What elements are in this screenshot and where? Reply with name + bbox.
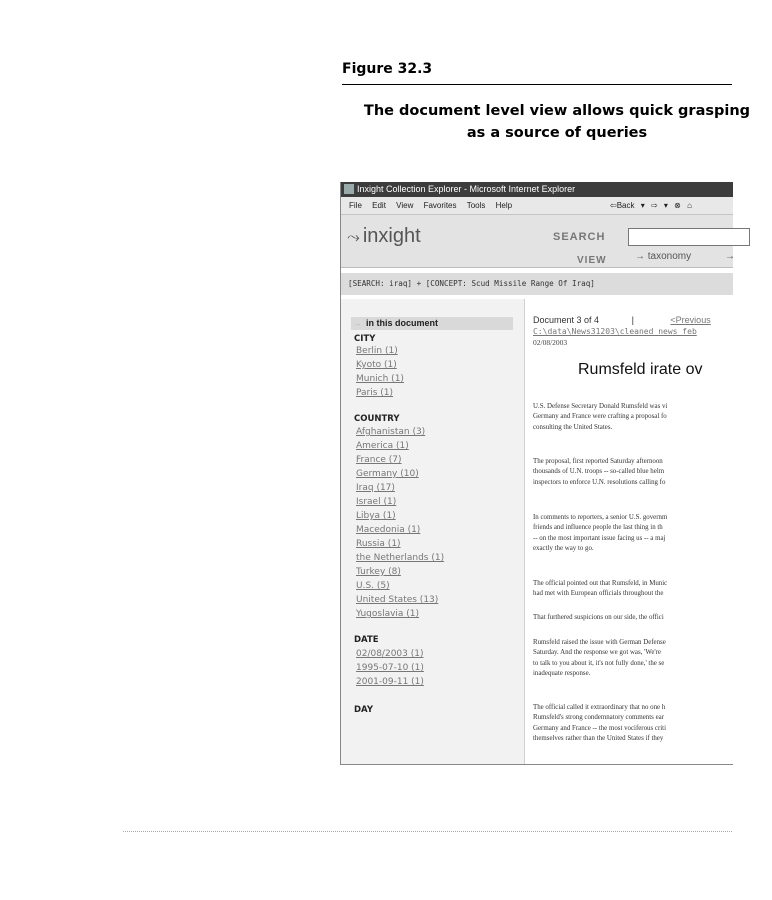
forward-dropdown-icon[interactable]: ▾: [663, 201, 668, 210]
paragraph-line: Rumsfeld's strong condemnatory comments ear: [533, 714, 664, 722]
sidebar-item-berlin[interactable]: Berlin (1): [356, 346, 398, 356]
paragraph-line: to talk to you about it, it's not fully done,' the se: [533, 659, 665, 667]
paragraph: [533, 638, 753, 679]
paragraph: [533, 613, 753, 623]
paragraph-line: The official called it extraordinary that no one h: [533, 704, 666, 711]
stop-icon[interactable]: ⊗: [674, 201, 681, 210]
sidebar-item-germany[interactable]: Germany (10): [356, 469, 419, 479]
caption-line-2: as a source of queries: [466, 125, 648, 141]
paragraph-line: In comments to reporters, a senior U.S. governm: [533, 514, 668, 521]
nav-separator: |: [631, 315, 634, 325]
document-title: Rumsfeld irate ov: [578, 361, 703, 378]
sidebar-item-america[interactable]: America (1): [356, 441, 409, 451]
sidebar-header-label: in this document: [366, 318, 438, 328]
document-position: Document 3 of 4: [533, 315, 600, 325]
section-date: DATE: [354, 635, 379, 645]
inxight-logo: [347, 225, 421, 248]
paragraph-line: consulting the United States.: [533, 423, 613, 431]
paragraph: [533, 402, 753, 433]
sidebar-item-netherlands[interactable]: the Netherlands (1): [356, 553, 445, 563]
paragraph: [533, 703, 753, 744]
figure-caption: [342, 100, 772, 144]
sidebar-item-iraq[interactable]: Iraq (17): [356, 483, 395, 493]
more-view-link[interactable]: →: [725, 251, 735, 262]
dotted-separator: [123, 831, 732, 832]
paragraph-line: had met with European officials throughout the: [533, 590, 664, 598]
section-day: DAY: [354, 705, 373, 715]
back-button[interactable]: ⇦Back: [610, 201, 635, 210]
taxonomy-link[interactable]: → taxonomy: [635, 251, 692, 262]
app-header: [341, 215, 733, 268]
sidebar-item-israel[interactable]: Israel (1): [356, 497, 397, 507]
sidebar-item-russia[interactable]: Russia (1): [356, 539, 401, 549]
forward-button[interactable]: ⇨: [650, 201, 658, 210]
sidebar-item-date-2[interactable]: 1995-07-10 (1): [356, 663, 424, 673]
menu-view[interactable]: View: [396, 201, 414, 210]
sidebar-item-kyoto[interactable]: Kyoto (1): [356, 360, 397, 370]
paragraph-line: inspectors to enforce U.N. resolutions calling fo: [533, 478, 666, 486]
document-pane: [525, 299, 733, 764]
paragraph-line: inadequate response.: [533, 669, 591, 677]
paragraph: [533, 513, 753, 554]
paragraph-line: exactly the way to go.: [533, 544, 594, 552]
paragraph-line: U.S. Defense Secretary Donald Rumsfeld was vi: [533, 403, 668, 410]
view-label: VIEW: [577, 255, 607, 266]
search-label: SEARCH: [553, 231, 606, 243]
menu-bar: [341, 197, 733, 215]
back-dropdown-icon[interactable]: ▾: [640, 201, 645, 210]
paragraph-line: themselves rather than the United States if they: [533, 734, 664, 742]
sidebar-item-us[interactable]: U.S. (5): [356, 581, 390, 591]
query-text: [SEARCH: iraq] + [CONCEPT: Scud Missile Range Of Iraq]: [348, 279, 595, 288]
search-input[interactable]: [628, 228, 750, 246]
paragraph-line: Germany and France were crafting a proposal fo: [533, 413, 667, 421]
sidebar-item-paris[interactable]: Paris (1): [356, 388, 394, 398]
sidebar-header: [351, 317, 513, 330]
sidebar-item-date-3[interactable]: 2001-09-11 (1): [356, 677, 424, 687]
paragraph-line: friends and influence people the last thing in th: [533, 524, 663, 532]
sidebar-item-united-states[interactable]: United States (13): [356, 595, 439, 605]
menu-tools[interactable]: Tools: [466, 201, 486, 210]
logo-text: inxight: [362, 225, 421, 247]
home-icon[interactable]: ⌂: [687, 201, 692, 210]
document-nav: [533, 315, 711, 325]
sidebar-item-munich[interactable]: Munich (1): [356, 374, 404, 384]
sidebar-item-afghanistan[interactable]: Afghanistan (3): [356, 427, 426, 437]
query-breadcrumb: [341, 273, 733, 295]
sidebar-item-turkey[interactable]: Turkey (8): [356, 567, 401, 577]
figure-label: Figure 32.3: [342, 61, 433, 77]
entity-sidebar: [341, 299, 525, 764]
menu-help[interactable]: Help: [495, 201, 513, 210]
sidebar-item-date-1[interactable]: 02/08/2003 (1): [356, 649, 424, 659]
sidebar-item-yugoslavia[interactable]: Yugoslavia (1): [356, 609, 420, 619]
paragraph-line: -- on the most important issue facing us -- a maj: [533, 534, 666, 542]
figure-rule: [342, 84, 732, 85]
paragraph-line: Saturday. And the response we got was, 'We're: [533, 649, 661, 657]
paragraph-line: The official pointed out that Rumsfeld, in Munic: [533, 580, 668, 587]
section-city: CITY: [354, 334, 376, 344]
menu-edit[interactable]: Edit: [372, 201, 386, 210]
menu-favorites[interactable]: Favorites: [423, 201, 457, 210]
arrow-icon: →: [353, 318, 362, 328]
paragraph-line: thousands of U.N. troops -- so-called blue helm: [533, 468, 665, 476]
paragraph: [533, 457, 753, 488]
sidebar-item-libya[interactable]: Libya (1): [356, 511, 396, 521]
paragraph-line: That furthered suspicions on our side, the offici: [533, 614, 664, 621]
caption-line-1: The document level view allows quick grasping: [363, 103, 751, 119]
section-country: COUNTRY: [354, 414, 400, 424]
menu-file[interactable]: File: [349, 201, 362, 210]
browser-screenshot: [340, 182, 733, 765]
sidebar-item-macedonia[interactable]: Macedonia (1): [356, 525, 421, 535]
ie-icon: [344, 184, 354, 194]
logo-arrow-icon: ⤳: [347, 229, 360, 246]
window-title: Inxight Collection Explorer - Microsoft Internet Explorer: [357, 184, 576, 194]
paragraph: [533, 579, 753, 600]
paragraph-line: Rumsfeld raised the issue with German Defense: [533, 639, 666, 646]
paragraph-line: Germany and France -- the most vociferous criti: [533, 724, 666, 732]
previous-link[interactable]: <Previous: [670, 315, 711, 325]
document-date: 02/08/2003: [533, 338, 568, 347]
browser-toolbar: [606, 197, 692, 214]
window-titlebar: [341, 182, 733, 197]
document-path-link[interactable]: C:\data\News31203\cleaned_news_feb: [533, 327, 697, 336]
paragraph-line: The proposal, first reported Saturday afternoon: [533, 458, 663, 465]
sidebar-item-france[interactable]: France (7): [356, 455, 402, 465]
